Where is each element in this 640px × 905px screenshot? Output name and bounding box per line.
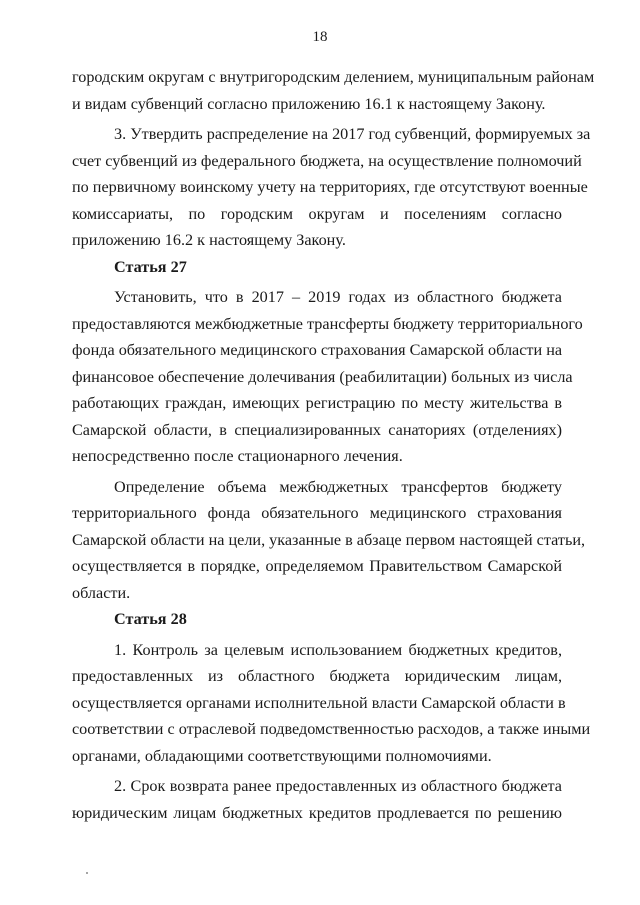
text-line: счет субвенций из федерального бюджета, на осуществление полномочий: [72, 151, 582, 170]
article-heading: Статья 28: [114, 610, 187, 628]
text-line: работающих граждан, имеющих регистрацию по месту жительства в: [72, 394, 562, 412]
text-line: Установить, что в 2017 – 2019 годах из областного бюджета: [114, 288, 562, 306]
text-line: предоставленных из областного бюджета юридическим лицам,: [72, 667, 562, 685]
text-line: и видам субвенций согласно приложению 16.1 к настоящему Закону.: [72, 94, 546, 113]
text-line: соответствии с отраслевой подведомственностью расходов, а также иными: [72, 720, 591, 738]
page-number: 18: [312, 29, 328, 45]
text-line: предоставляются межбюджетные трансферты бюджету территориального: [72, 314, 583, 333]
paragraph: [72, 773, 562, 826]
article-heading: Статья 27: [114, 257, 187, 276]
text-line: комиссариаты, по городским округам и поселениям согласно: [72, 204, 562, 223]
document-body: [72, 64, 595, 826]
paragraph: [72, 474, 586, 607]
text-line: Определение объема межбюджетных трансфертов бюджету: [114, 477, 562, 496]
text-line: 1. Контроль за целевым использованием бюджетных кредитов,: [114, 640, 562, 659]
paragraph: [72, 637, 591, 770]
text-line: финансовое обеспечение долечивания (реабилитации) больных из числа: [72, 367, 573, 386]
paragraph: [72, 121, 591, 254]
paragraph: [72, 64, 595, 117]
text-line: фонда обязательного медицинского страхования Самарской области на: [72, 341, 563, 359]
text-line: Самарской области, в специализированных санаториях (отделениях): [72, 420, 562, 439]
text-line: органами, обладающими соответствующими полномочиями.: [72, 746, 492, 765]
text-line: осуществляется в порядке, определяемом Правительством Самарской: [72, 557, 562, 575]
text-line: осуществляется органами исполнительной власти Самарской области в: [72, 693, 566, 712]
text-line: городским округам с внутригородским делением, муниципальным районам: [72, 68, 595, 86]
paragraph: [72, 284, 583, 470]
text-line: 2. Срок возврата ранее предоставленных из областного бюджета: [114, 777, 562, 795]
text-line: по первичному воинскому учету на территориях, где отсутствуют военные: [72, 178, 588, 196]
scan-speck: [86, 872, 88, 874]
text-line: юридическим лицам бюджетных кредитов продлевается по решению: [72, 803, 562, 822]
text-line: области.: [72, 583, 131, 602]
text-line: 3. Утвердить распределение на 2017 год субвенций, формируемых за: [114, 125, 591, 143]
text-line: приложению 16.2 к настоящему Закону.: [72, 231, 346, 249]
text-line: Самарской области на цели, указанные в абзаце первом настоящей статьи,: [72, 530, 586, 549]
text-line: непосредственно после стационарного лечения.: [72, 447, 403, 465]
text-line: территориального фонда обязательного медицинского страхования: [72, 504, 562, 522]
